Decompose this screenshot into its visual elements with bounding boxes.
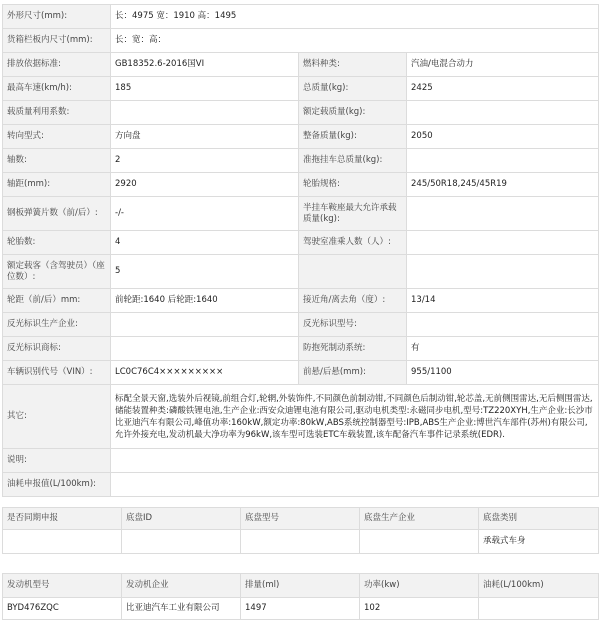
spec-label xyxy=(299,255,407,289)
chassis-header-cell: 底盘型号 xyxy=(241,508,360,530)
spec-value: -/- xyxy=(111,197,299,231)
spec-value: 前轮距:1640 后轮距:1640 xyxy=(111,289,299,313)
engine-value-cell: 1497 xyxy=(241,598,360,620)
chassis-value-cell xyxy=(360,530,479,554)
chassis-header-cell: 底盘生产企业 xyxy=(360,508,479,530)
spec-label: 额定载客（含驾驶员）（座位数）: xyxy=(3,255,111,289)
spec-value: 2050 xyxy=(407,125,599,149)
spec-row xyxy=(3,385,599,449)
spec-label: 轴距(mm): xyxy=(3,173,111,197)
spec-value xyxy=(407,313,599,337)
spec-label: 整备质量(kg): xyxy=(299,125,407,149)
spec-label: 钢板弹簧片数（前/后）: xyxy=(3,197,111,231)
spec-row xyxy=(3,173,599,197)
chassis-value-cell xyxy=(122,530,241,554)
vehicle-spec-table xyxy=(2,4,599,497)
spec-value: 4 xyxy=(111,231,299,255)
chassis-value-row xyxy=(3,530,599,554)
spec-value: 方向盘 xyxy=(111,125,299,149)
spec-value: 2425 xyxy=(407,77,599,101)
spec-row xyxy=(3,449,599,473)
chassis-header-row xyxy=(3,508,599,530)
spec-notes: 标配全景天窗,选装外后视镜,前组合灯,轮辋,外装饰件,不同颜色前制动钳,不同颜色后制动钳,轮芯盖,无前侧围雷达,无后侧围雷达,储能装置种类:磷酸铁锂电池,生产企业:西安众迪锂电池有限公司,驱动电机类型:永磁同步电机,型号:TZ220XYH,生产企业:长沙市比亚迪汽车有限公司,峰值功率:160kW,额定功率:80kW,ABS系统控制器型号:IPB,ABS生产企业:博世汽车部件(苏州)有限公司,允许外接充电,发动机最大净功率为96kW,该车型可选装ETC车载装置,该车配备汽车事件记录系统(EDR). xyxy=(111,385,599,449)
spec-label: 半挂车鞍座最大允许承载质量(kg): xyxy=(299,197,407,231)
spec-value: 5 xyxy=(111,255,299,289)
chassis-header-cell: 底盘ID xyxy=(122,508,241,530)
chassis-value-cell: 承载式车身 xyxy=(479,530,599,554)
spec-row xyxy=(3,313,599,337)
engine-value-cell: BYD476ZQC xyxy=(3,598,122,620)
spec-value xyxy=(407,255,599,289)
spec-label: 驾驶室准乘人数（人）: xyxy=(299,231,407,255)
engine-value-cell: 102 xyxy=(360,598,479,620)
spec-value: 13/14 xyxy=(407,289,599,313)
spec-row xyxy=(3,473,599,497)
spec-label: 燃料种类: xyxy=(299,53,407,77)
spec-label: 反光标识型号: xyxy=(299,313,407,337)
spec-row xyxy=(3,5,599,29)
spec-value xyxy=(111,337,299,361)
spec-label: 轮距（前/后）mm: xyxy=(3,289,111,313)
chassis-header-cell: 是否同期申报 xyxy=(3,508,122,530)
spec-label: 油耗申报值(L/100km): xyxy=(3,473,111,497)
spec-value xyxy=(111,449,599,473)
engine-value-cell xyxy=(479,598,599,620)
spec-label: 轮胎规格: xyxy=(299,173,407,197)
spec-value: LC0C76C4××××××××× xyxy=(111,361,299,385)
spec-label: 转向型式: xyxy=(3,125,111,149)
spec-value: 长：4975 宽：1910 高：1495 xyxy=(111,5,599,29)
chassis-value-cell xyxy=(241,530,360,554)
spec-value: 长：宽：高： xyxy=(111,29,599,53)
spec-label: 说明: xyxy=(3,449,111,473)
spec-label: 最高车速(km/h): xyxy=(3,77,111,101)
spec-label: 反光标识生产企业: xyxy=(3,313,111,337)
spec-label: 准拖挂车总质量(kg): xyxy=(299,149,407,173)
spec-value: 有 xyxy=(407,337,599,361)
spec-value: 955/1100 xyxy=(407,361,599,385)
spec-label: 外形尺寸(mm): xyxy=(3,5,111,29)
spec-value xyxy=(407,101,599,125)
spec-label: 防抱死制动系统: xyxy=(299,337,407,361)
spec-value xyxy=(407,149,599,173)
spec-row xyxy=(3,289,599,313)
chassis-value-cell xyxy=(3,530,122,554)
engine-table xyxy=(2,573,599,620)
engine-value-row xyxy=(3,598,599,620)
spec-label: 载质量利用系数: xyxy=(3,101,111,125)
spec-row xyxy=(3,197,599,231)
spec-value: 245/50R18,245/45R19 xyxy=(407,173,599,197)
engine-header-row xyxy=(3,574,599,598)
engine-header-cell: 发动机型号 xyxy=(3,574,122,598)
spec-value: GB18352.6-2016国VI xyxy=(111,53,299,77)
spec-label: 货箱栏板内尺寸(mm): xyxy=(3,29,111,53)
spec-value: 185 xyxy=(111,77,299,101)
engine-header-cell: 发动机企业 xyxy=(122,574,241,598)
engine-header-cell: 油耗(L/100km) xyxy=(479,574,599,598)
spec-row xyxy=(3,53,599,77)
spec-label: 前悬/后悬(mm): xyxy=(299,361,407,385)
spec-label: 反光标识商标: xyxy=(3,337,111,361)
engine-value-cell: 比亚迪汽车工业有限公司 xyxy=(122,598,241,620)
spec-value: 2 xyxy=(111,149,299,173)
spec-value xyxy=(111,101,299,125)
spec-row xyxy=(3,361,599,385)
spec-value: 汽油/电混合动力 xyxy=(407,53,599,77)
spec-row xyxy=(3,337,599,361)
spec-label: 其它: xyxy=(3,385,111,449)
spec-label: 排放依据标准: xyxy=(3,53,111,77)
spec-row xyxy=(3,29,599,53)
engine-header-cell: 排量(ml) xyxy=(241,574,360,598)
spec-row xyxy=(3,101,599,125)
spec-value: 2920 xyxy=(111,173,299,197)
spec-row xyxy=(3,77,599,101)
spec-value xyxy=(111,473,599,497)
engine-header-cell: 功率(kw) xyxy=(360,574,479,598)
spec-label: 接近角/离去角（度）: xyxy=(299,289,407,313)
spec-value xyxy=(111,313,299,337)
spec-row xyxy=(3,149,599,173)
spec-label: 车辆识别代号（VIN）: xyxy=(3,361,111,385)
spec-row xyxy=(3,255,599,289)
spec-row xyxy=(3,231,599,255)
spec-label: 额定载质量(kg): xyxy=(299,101,407,125)
spec-value xyxy=(407,197,599,231)
spec-label: 总质量(kg): xyxy=(299,77,407,101)
chassis-table xyxy=(2,507,599,554)
chassis-header-cell: 底盘类别 xyxy=(479,508,599,530)
spec-label: 轴数: xyxy=(3,149,111,173)
spec-row xyxy=(3,125,599,149)
spec-label: 轮胎数: xyxy=(3,231,111,255)
spec-value xyxy=(407,231,599,255)
